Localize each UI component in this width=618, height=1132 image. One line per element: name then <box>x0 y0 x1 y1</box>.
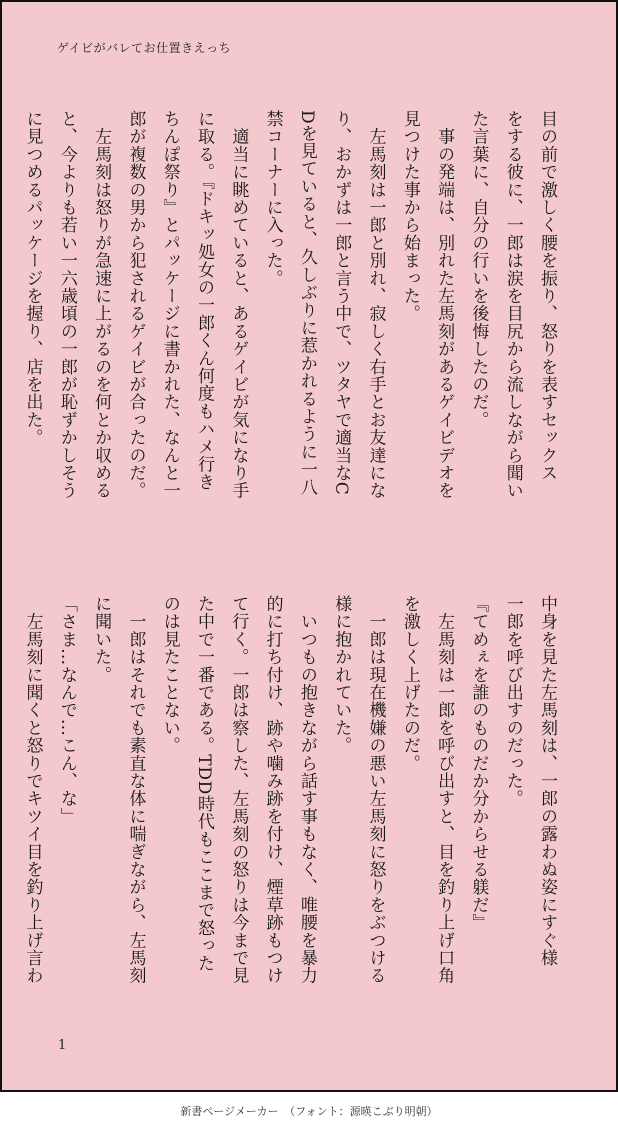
text-line: 中身を見た左馬刻は、一郎の露わぬ姿にすぐ様 <box>537 595 557 967</box>
text-column-bottom <box>15 595 564 995</box>
page-title: ゲイビがバレてお仕置きえっち <box>57 41 232 55</box>
text-line: 適当に眺めていると、あるゲイビが気になり手 <box>228 110 249 500</box>
text-line: ちんぽ祭り』とパッケージに書かれた、なんと一 <box>159 110 180 500</box>
text-line: をする彼に、一郎は涙を目尻から流しながら聞い <box>502 110 523 500</box>
text-line: 左馬刻は一郎と別れ、寂しく右手とお友達にな <box>365 110 386 500</box>
text-line: 目の前で激しく腰を振り、怒りを表すセックス <box>537 110 557 482</box>
text-line: いつもの抱きながら話す事もなく、唯腰を暴力 <box>296 595 317 985</box>
page-number: 1 <box>58 1038 67 1053</box>
text-line: に取る。『ドキッ処女の一郎くん何度もハメ行き <box>194 110 215 491</box>
text-line: て行く。一郎は察した、左馬刻の怒りは今まで見 <box>228 595 249 985</box>
text-line: 左馬刻は一郎を呼び出すと、目を釣り上げ口角 <box>434 595 455 985</box>
text-line: 的に打ち付け、跡や噛み跡を付け、煙草跡もつけ <box>262 595 283 985</box>
text-line: 郎が複数の男から犯されるゲイビが合ったのだ。 <box>125 110 146 500</box>
text-line: に聞いた。 <box>91 595 112 684</box>
text-line: Dを見ていると、久しぶりに惹かれるように一八 <box>296 110 317 497</box>
text-line: 左馬刻は怒りが急速に上がるのを何とか収める <box>91 110 112 500</box>
text-line: と、今よりも若い一六歳頃の一郎が恥ずかしそう <box>56 110 77 500</box>
text-line: 一郎を呼び出すのだった。 <box>502 595 523 808</box>
text-column-top <box>15 110 564 520</box>
text-line: 一郎はそれでも素直な体に喘ぎながら、左馬刻 <box>125 595 146 985</box>
text-line: た言葉に、自分の行いを後悔したのだ。 <box>468 110 489 429</box>
text-line: り、おかずは一郎と言う中で、ツタヤで適当なC <box>331 110 352 496</box>
text-line: 左馬刻に聞くと怒りでキツイ目を釣り上げ言わ <box>22 595 43 985</box>
text-line: のは見たことない。 <box>159 595 180 755</box>
footer-credit: 新書ページメーカー （フォント：源暎こぶり明朝） <box>180 1105 438 1118</box>
text-line: 『てめぇを誰のものだか分からせる躾だ』 <box>468 595 489 932</box>
text-line: た中で一番である。TDD時代もここまで怒った <box>194 595 215 972</box>
text-line: 「さま…なんで…こん、な」 <box>56 595 77 826</box>
text-line: 一郎は現在機嫌の悪い左馬刻に怒りをぶつける <box>365 595 386 985</box>
text-line: 事の発端は、別れた左馬刻があるゲイビデオを <box>434 110 455 500</box>
text-line: 様に抱かれていた。 <box>331 595 352 755</box>
text-line: 禁コーナーに入った。 <box>262 110 283 287</box>
text-line: を激しく上げたのだ。 <box>399 595 420 772</box>
text-line: 見つけた事から始まった。 <box>399 110 420 323</box>
text-line: に見つめるパッケージを握り、店を出た。 <box>22 110 43 447</box>
